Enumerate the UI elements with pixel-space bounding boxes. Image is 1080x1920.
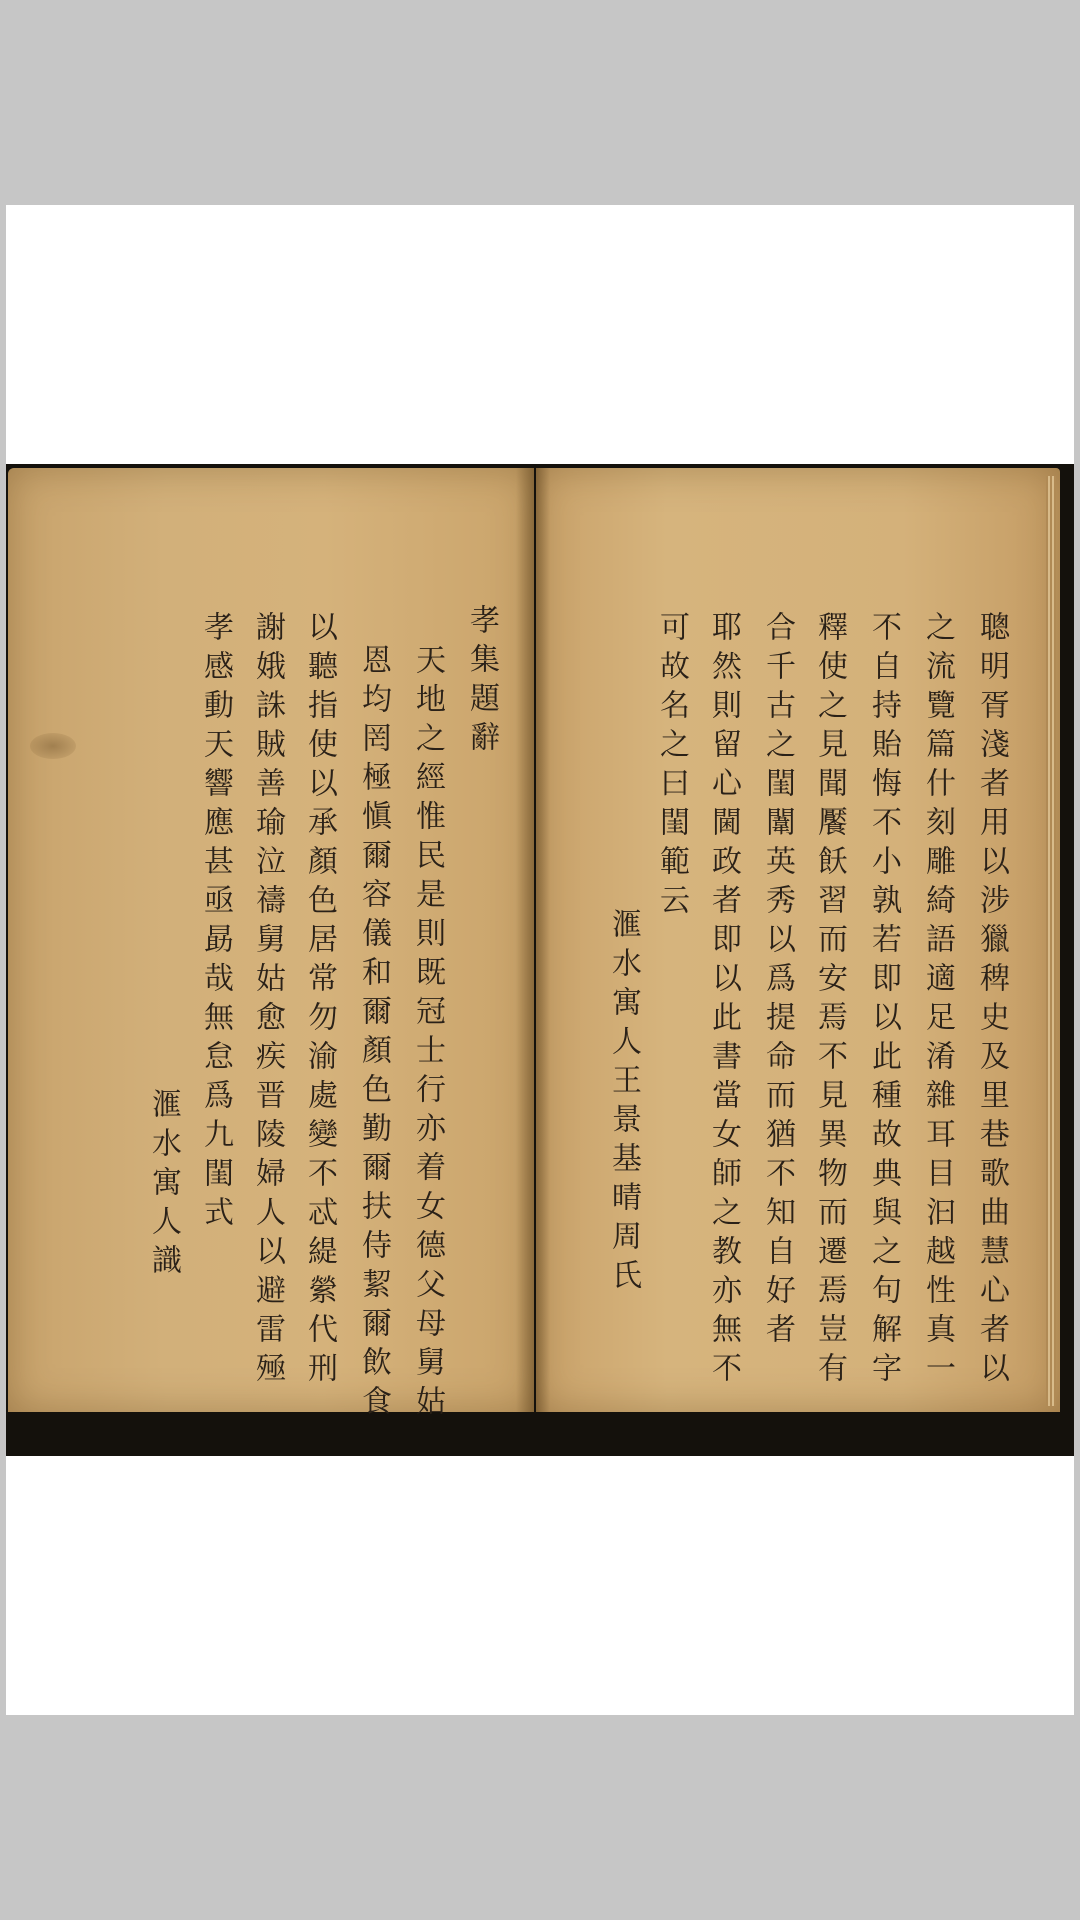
left-page xyxy=(8,468,534,1424)
text-column: 釋使之見聞饜飫習而安焉不見異物而遷焉豈有 xyxy=(812,611,847,1391)
text-column: 天地之經惟民是則既冠士行亦着女德父母舅姑 xyxy=(410,644,445,1424)
book-scan xyxy=(6,464,1074,1456)
text-column: 謝娥誅賊善瑜泣禱舅姑愈疾晋陵婦人以避雷殛 xyxy=(250,611,285,1391)
text-column: 孝感動天響應甚亟勗哉無怠爲九閨式 xyxy=(198,611,233,1235)
text-column: 不自持貽悔不小孰若即以此種故典與之句解字 xyxy=(866,611,901,1391)
text-column: 恩均罔極愼爾容儀和爾顏色勤爾扶侍絜爾飲食 xyxy=(356,644,391,1424)
text-column: 之流覽篇什刻雕綺語適足淆雜耳目汩越性真一 xyxy=(920,611,955,1391)
text-column: 耶然則留心閫政者即以此書當女師之教亦無不 xyxy=(706,611,741,1391)
page-edge xyxy=(1046,476,1056,1406)
paper-stain xyxy=(30,733,76,759)
text-column: 合千古之閨闈英秀以爲提命而猶不知自好者 xyxy=(760,611,795,1352)
text-column: 以聽指使以承顏色居常勿渝處變不忒緹縈代刑 xyxy=(302,611,337,1391)
signature: 滙水寓人識 xyxy=(146,1088,181,1283)
preface-title: 孝集題辭 xyxy=(464,604,499,760)
signature: 滙水寓人王景基晴周氏 xyxy=(606,908,641,1298)
right-page xyxy=(536,468,1060,1412)
text-column: 聰明胥淺者用以涉獵稗史及里巷歌曲慧心者以 xyxy=(974,611,1009,1391)
text-column: 可故名之曰閨範云 xyxy=(654,611,689,923)
